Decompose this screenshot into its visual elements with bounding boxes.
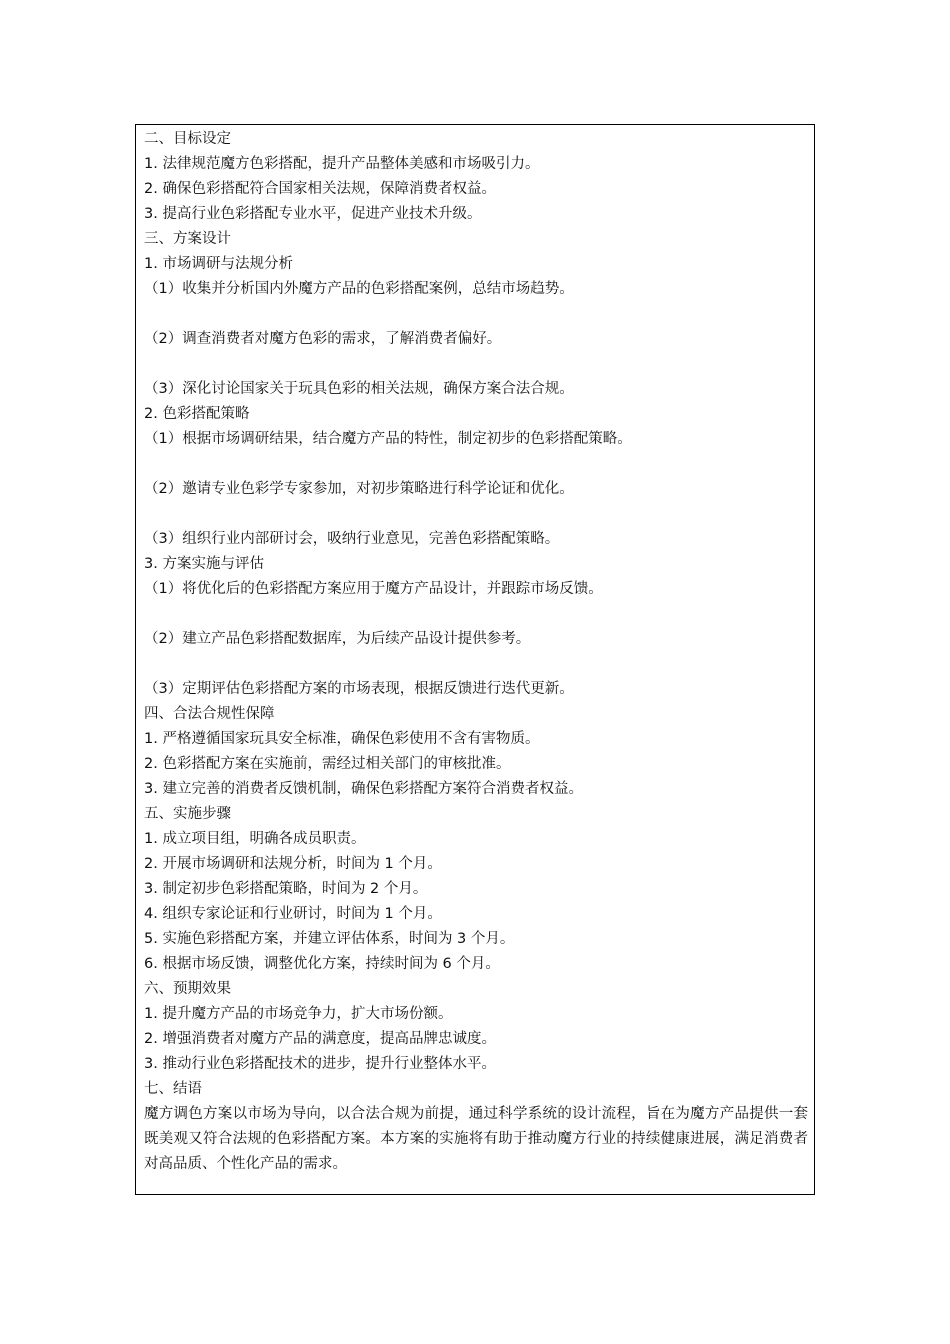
list-item: 2. 确保色彩搭配符合国家相关法规，保障消费者权益。 <box>144 181 496 197</box>
list-item: 2. 开展市场调研和法规分析，时间为 1 个月。 <box>144 856 442 872</box>
blank-line <box>144 302 808 327</box>
list-item: 6. 根据市场反馈，调整优化方案，持续时间为 6 个月。 <box>144 956 500 972</box>
document-content <box>144 127 808 1177</box>
list-item: 1. 法律规范魔方色彩搭配，提升产品整体美感和市场吸引力。 <box>144 156 540 172</box>
section-heading-conclusion: 七、结语 <box>144 1081 202 1097</box>
list-item: 1. 严格遵循国家玩具安全标准，确保色彩使用不含有害物质。 <box>144 731 540 747</box>
list-item: （1）收集并分析国内外魔方产品的色彩搭配案例，总结市场趋势。 <box>144 281 574 297</box>
section-heading-goals: 二、目标设定 <box>144 131 231 147</box>
blank-line <box>144 502 808 527</box>
section-heading-steps: 五、实施步骤 <box>144 806 231 822</box>
list-item: （3）组织行业内部研讨会，吸纳行业意见，完善色彩搭配策略。 <box>144 531 560 547</box>
list-item: （1）将优化后的色彩搭配方案应用于魔方产品设计，并跟踪市场反馈。 <box>144 581 603 597</box>
blank-line <box>144 352 808 377</box>
blank-line <box>144 452 808 477</box>
list-item: 2. 色彩搭配方案在实施前，需经过相关部门的审核批准。 <box>144 756 511 772</box>
section-heading-expected-effects: 六、预期效果 <box>144 981 231 997</box>
list-item: 3. 提高行业色彩搭配专业水平，促进产业技术升级。 <box>144 206 482 222</box>
list-item: 4. 组织专家论证和行业研讨，时间为 1 个月。 <box>144 906 442 922</box>
section-heading-design: 三、方案设计 <box>144 231 231 247</box>
subsection-title: 1. 市场调研与法规分析 <box>144 256 293 272</box>
blank-line <box>144 652 808 677</box>
list-item: 3. 推动行业色彩搭配技术的进步，提升行业整体水平。 <box>144 1056 496 1072</box>
blank-line <box>144 602 808 627</box>
list-item: 3. 建立完善的消费者反馈机制，确保色彩搭配方案符合消费者权益。 <box>144 781 583 797</box>
subsection-title: 2. 色彩搭配策略 <box>144 406 250 422</box>
list-item: （2）调查消费者对魔方色彩的需求，了解消费者偏好。 <box>144 331 502 347</box>
list-item: （1）根据市场调研结果，结合魔方产品的特性，制定初步的色彩搭配策略。 <box>144 431 632 447</box>
list-item: 1. 提升魔方产品的市场竞争力，扩大市场份额。 <box>144 1006 453 1022</box>
list-item: 3. 制定初步色彩搭配策略，时间为 2 个月。 <box>144 881 428 897</box>
subsection-title: 3. 方案实施与评估 <box>144 556 264 572</box>
conclusion-paragraph: 魔方调色方案以市场为导向，以合法合规为前提，通过科学系统的设计流程，旨在为魔方产品提供一套既美观又符合法规的色彩搭配方案。本方案的实施将有助于推动魔方行业的持续健康进展，满足消费者对高品质、个性化产品的需求。 <box>144 1106 808 1172</box>
list-item: 1. 成立项目组，明确各成员职责。 <box>144 831 366 847</box>
section-heading-compliance: 四、合法合规性保障 <box>144 706 275 722</box>
list-item: （2）建立产品色彩搭配数据库，为后续产品设计提供参考。 <box>144 631 531 647</box>
list-item: 5. 实施色彩搭配方案，并建立评估体系，时间为 3 个月。 <box>144 931 515 947</box>
list-item: （3）深化讨论国家关于玩具色彩的相关法规，确保方案合法合规。 <box>144 381 574 397</box>
list-item: 2. 增强消费者对魔方产品的满意度，提高品牌忠诚度。 <box>144 1031 496 1047</box>
list-item: （2）邀请专业色彩学专家参加，对初步策略进行科学论证和优化。 <box>144 481 574 497</box>
list-item: （3）定期评估色彩搭配方案的市场表现，根据反馈进行迭代更新。 <box>144 681 574 697</box>
